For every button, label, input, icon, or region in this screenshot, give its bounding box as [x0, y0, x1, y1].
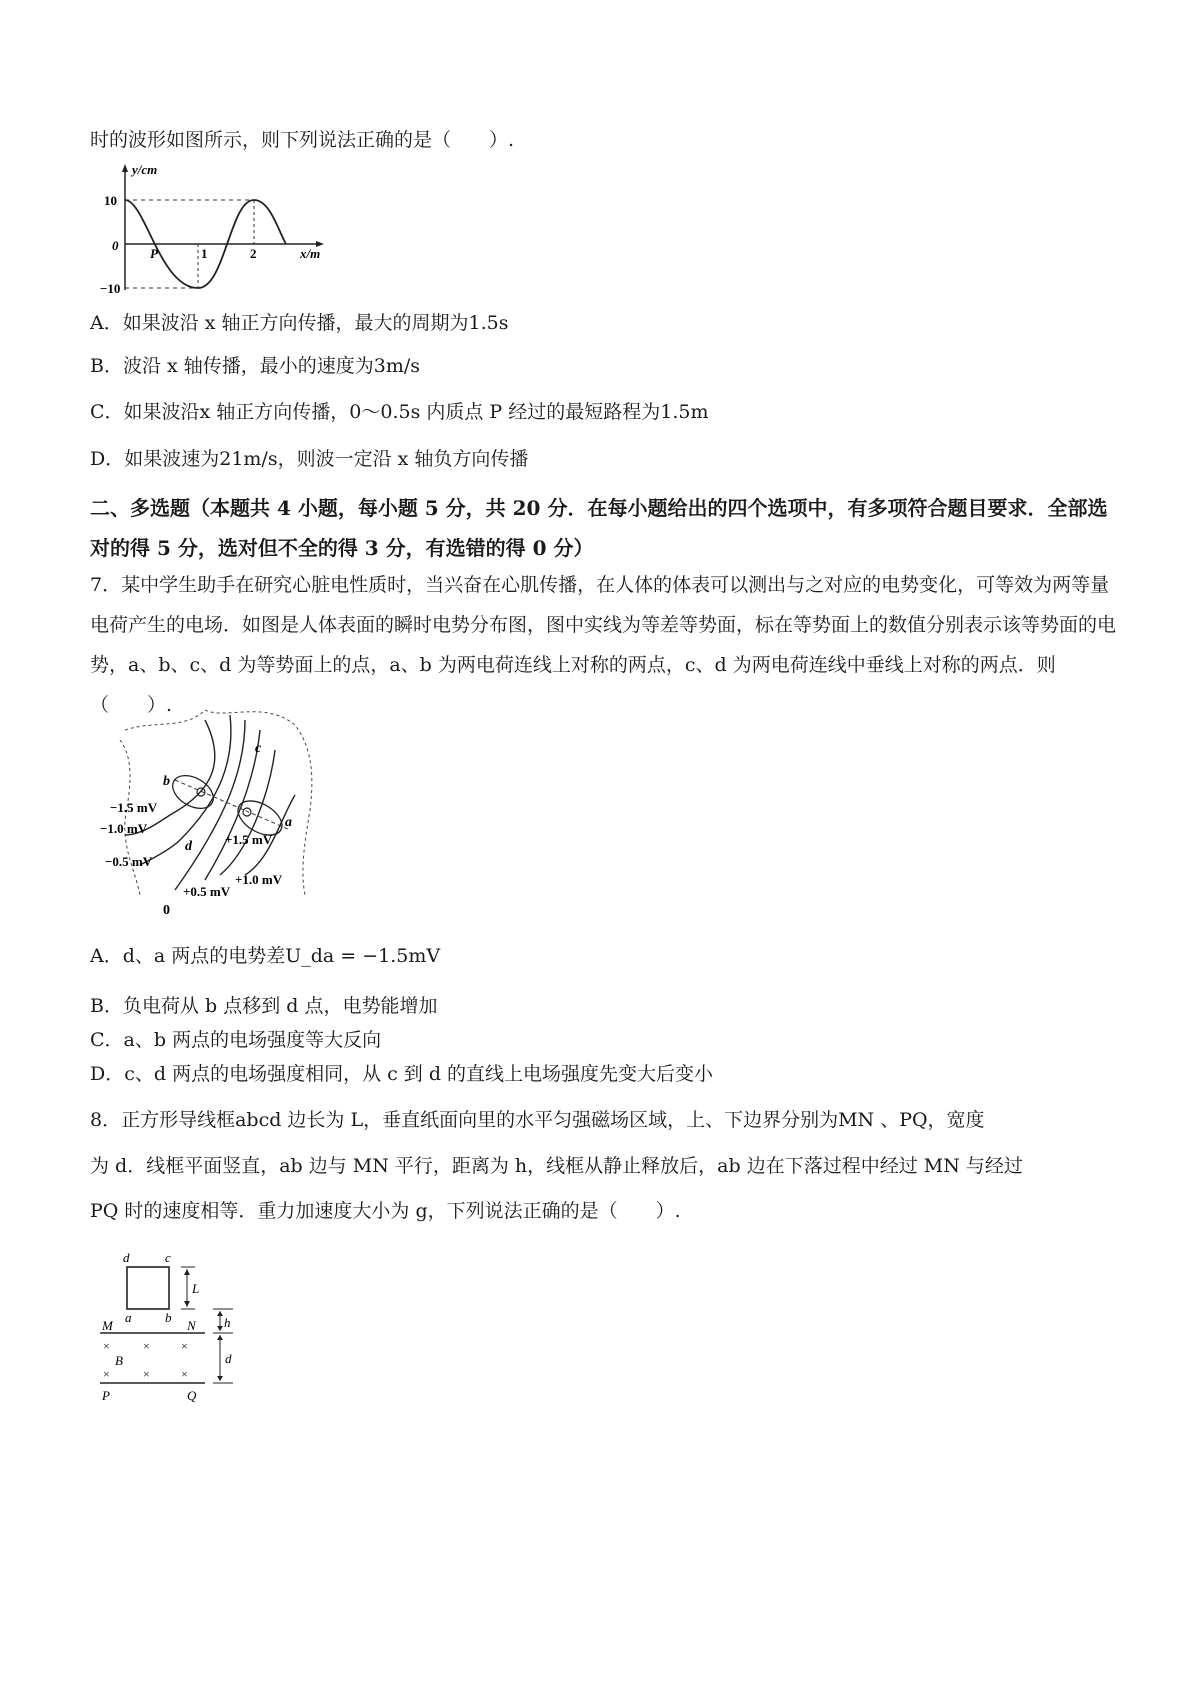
- x-axis-label: x/m: [300, 246, 321, 261]
- label-n: N: [187, 1318, 196, 1333]
- equipotential-4: [205, 730, 260, 880]
- q6-option-a: A．如果波沿 x 轴正方向传播，最大的周期为1.5s: [90, 312, 509, 334]
- q8-stem-line3: PQ 时的速度相等．重力加速度大小为 g，下列说法正确的是（ ）.: [90, 1200, 681, 1222]
- x-tick-2: 2: [250, 246, 257, 261]
- body-outline-left: [120, 740, 140, 895]
- label-neg1-0: −1.0 mV: [100, 821, 148, 836]
- label-c: c: [255, 741, 262, 756]
- label-pos0-5: +0.5 mV: [183, 884, 231, 899]
- x-tick-1: 1: [201, 246, 208, 261]
- label-zero: 0: [163, 903, 170, 918]
- q7-option-d: D．c、d 两点的电场强度相同，从 c 到 d 的直线上电场强度先变大后变小: [90, 1063, 714, 1085]
- q8-frame-figure: [95, 1250, 255, 1410]
- q6-option-d: D．如果波速为21m/s，则波一定沿 x 轴负方向传播: [90, 448, 529, 470]
- equipotential-5: [220, 750, 275, 875]
- cross-5: ×: [143, 1367, 150, 1381]
- label-neg0-5: −0.5 mV: [105, 854, 153, 869]
- label-pos1-5: +1.5 mV: [225, 832, 273, 847]
- square-frame: [127, 1267, 169, 1309]
- positive-charge: [243, 808, 251, 816]
- cross-2: ×: [143, 1339, 150, 1353]
- y-tick-neg10: −10: [100, 281, 121, 296]
- q6-option-b: B．波沿 x 轴传播，最小的速度为3m/s: [90, 355, 421, 377]
- label-b: b: [163, 774, 170, 789]
- q6-stem: 时的波形如图所示，则下列说法正确的是（ ）.: [90, 129, 515, 151]
- label-p: P: [102, 1388, 110, 1403]
- section2-heading: 二、多选题（本题共 4 小题，每小题 5 分，共 20 分．在每小题给出的四个选项中，有多项符合题目要求．全部选对的得 5 分，选对但不全的得 3 分，有选错的得 0 分）: [90, 496, 1108, 560]
- label-a: a: [285, 815, 292, 830]
- label-d: d: [185, 839, 192, 854]
- y-tick-0: 0: [112, 238, 119, 253]
- point-p-label: P: [150, 246, 158, 261]
- label-h: h: [224, 1315, 231, 1330]
- label-b-field: B: [115, 1353, 123, 1368]
- corner-a: a: [125, 1310, 132, 1325]
- corner-d: d: [123, 1250, 130, 1265]
- corner-c: c: [165, 1250, 171, 1265]
- label-pos1-0: +1.0 mV: [235, 872, 283, 887]
- cross-4: ×: [103, 1367, 110, 1381]
- q6-option-c: C．如果波沿x 轴正方向传播，0～0.5s 内质点 P 经过的最短路程为1.5m: [90, 401, 709, 423]
- label-q: Q: [187, 1388, 197, 1403]
- q6-wave-figure: [100, 160, 340, 300]
- y-tick-10: 10: [104, 193, 117, 208]
- label-d-width: d: [225, 1351, 232, 1366]
- label-neg1-5: −1.5 mV: [110, 800, 158, 815]
- q8-stem-line2: 为 d．线框平面竖直，ab 边与 MN 平行，距离为 h，线框从静止释放后，ab 边在下落过程中经过 MN 与经过: [90, 1155, 1023, 1177]
- y-axis-label: y/cm: [132, 162, 158, 177]
- label-l: L: [192, 1281, 200, 1296]
- y-axis-arrow: [122, 164, 128, 172]
- q7-potential-figure: [95, 700, 335, 920]
- q7-stem: 7．某中学生助手在研究心脏电性质时，当兴奋在心肌传播，在人体的体表可以测出与之对应的电势变化，可等效为两等量电荷产生的电场．如图是人体表面的瞬时电势分布图，图中实线为等差等势面，标在等势面上的数值分别表示该等势面的电势，a、b、c、d 为等势面上的点，a、b 为两电荷连线上对称的两点，c、d 为两电荷连线中垂线上对称的两点．则（ ）.: [90, 574, 1117, 716]
- label-m: M: [102, 1318, 113, 1333]
- q7-option-a: A．d、a 两点的电势差U_da = −1.5mV: [90, 945, 441, 967]
- cross-6: ×: [181, 1367, 188, 1381]
- cross-1: ×: [103, 1339, 110, 1353]
- q7-option-b: B．负电荷从 b 点移到 d 点，电势能增加: [90, 995, 438, 1017]
- q7-option-c: C．a、b 两点的电场强度等大反向: [90, 1029, 382, 1051]
- corner-b: b: [165, 1310, 172, 1325]
- q8-stem-line1: 8．正方形导线框abcd 边长为 L，垂直纸面向里的水平匀强磁场区域，上、下边界分别为MN 、PQ，宽度: [90, 1109, 985, 1131]
- cross-3: ×: [181, 1339, 188, 1353]
